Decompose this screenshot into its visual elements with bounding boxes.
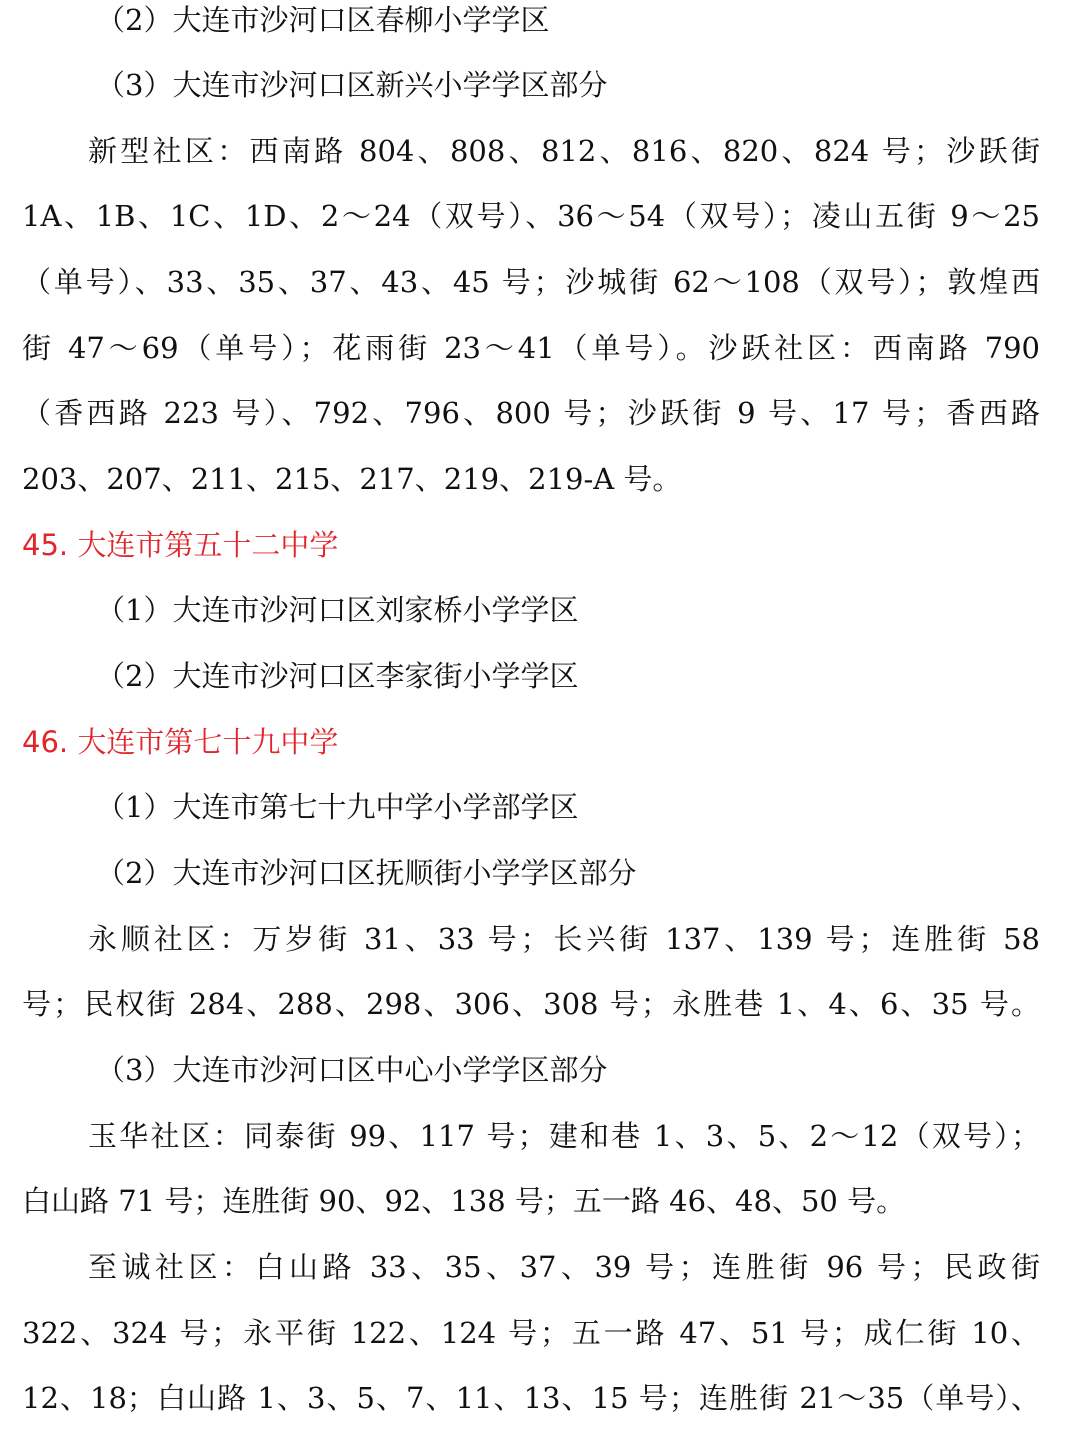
- school-name: 大连市第五十二中学: [77, 528, 339, 562]
- school-heading: [22, 512, 1040, 578]
- school-district-item: （1）大连市沙河口区刘家桥小学学区: [96, 593, 579, 627]
- paragraph-line: 1A、1B、1C、1D、2～24（双号）、36～54（双号）；凌山五街 9～25: [22, 199, 1040, 233]
- school-district-item: （2）大连市沙河口区春柳小学学区: [96, 3, 550, 37]
- paragraph-line: 白山路 71 号；连胜街 90、92、138 号；五一路 46、48、50 号。: [22, 1184, 906, 1218]
- paragraph-line: 玉华社区：同泰街 99、117 号；建和巷 1、3、5、2～12（双号）；: [88, 1119, 1040, 1153]
- school-district-item: （3）大连市沙河口区新兴小学学区部分: [96, 68, 608, 102]
- paragraph-line: （香西路 223 号）、792、796、800 号；沙跃街 9 号、17 号；香西路: [22, 396, 1040, 430]
- paragraph-line: 至诚社区：白山路 33、35、37、39 号；连胜街 96 号；民政街: [88, 1250, 1040, 1284]
- school-district-item: （1）大连市第七十九中学小学部学区: [96, 790, 579, 824]
- paragraph-line: （单号）、33、35、37、43、45 号；沙城街 62～108（双号）；敦煌西: [22, 265, 1040, 299]
- paragraph-line: 号；民权街 284、288、298、306、308 号；永胜巷 1、4、6、35 号。: [22, 987, 1040, 1021]
- paragraph-line: 新型社区：西南路 804、808、812、816、820、824 号；沙跃街: [88, 134, 1040, 168]
- paragraph-line: 322、324 号；永平街 122、124 号；五一路 47、51 号；成仁街 10、: [22, 1316, 1040, 1350]
- paragraph-line: 203、207、211、215、217、219、219-A 号。: [22, 462, 682, 496]
- school-district-item: （2）大连市沙河口区李家街小学学区: [96, 659, 579, 693]
- school-district-item: （3）大连市沙河口区中心小学学区部分: [96, 1053, 608, 1087]
- paragraph-line: 12、18；白山路 1、3、5、7、11、13、15 号；连胜街 21～35（单号）、: [22, 1381, 1040, 1415]
- school-number: 46.: [22, 725, 69, 759]
- school-name: 大连市第七十九中学: [77, 725, 339, 759]
- paragraph-line: 永顺社区：万岁街 31、33 号；长兴街 137、139 号；连胜街 58: [88, 922, 1040, 956]
- school-district-item: （2）大连市沙河口区抚顺街小学学区部分: [96, 856, 637, 890]
- school-number: 45.: [22, 528, 69, 562]
- paragraph-line: 街 47～69（单号）；花雨街 23～41（单号）。沙跃社区：西南路 790: [22, 331, 1040, 365]
- school-heading: [22, 709, 1040, 775]
